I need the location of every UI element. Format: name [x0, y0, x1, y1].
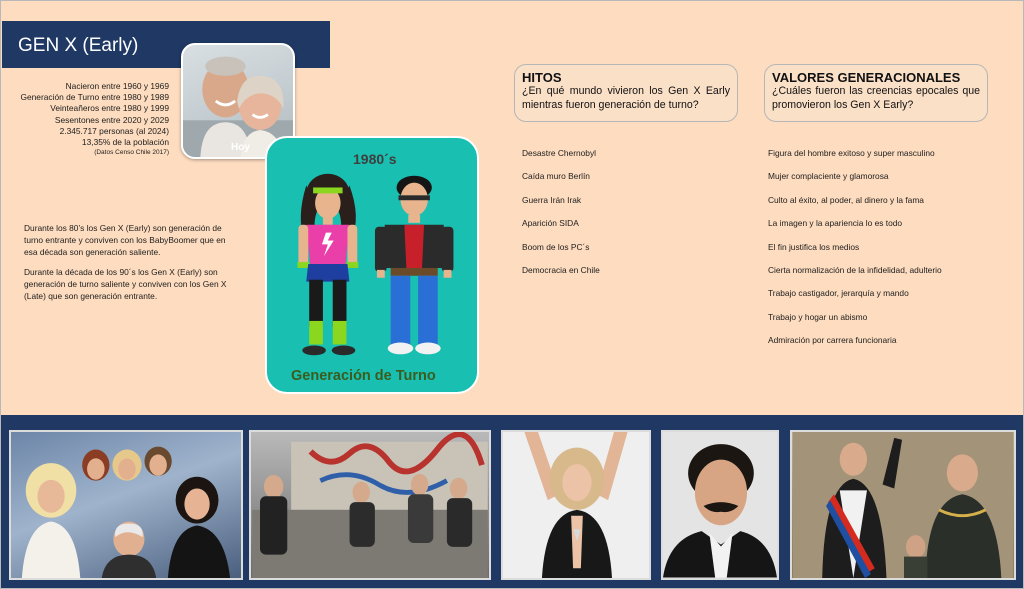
- paragraph-90s: Durante la década de los 90´s los Gen X (Early) son generación de turno saliente y conviven con los Gen X (Late) que son generación entrante.: [24, 267, 227, 301]
- valores-item: La imagen y la apariencia lo es todo: [768, 218, 903, 229]
- valores-item: Mujer complaciente y glamorosa: [768, 171, 889, 182]
- presidential-illustration: [792, 432, 1014, 578]
- stats-block: [3, 81, 169, 158]
- hitos-item: Democracia en Chile: [522, 264, 600, 275]
- berlin-wall-illustration: [251, 432, 489, 578]
- actor-portrait-illustration: [663, 432, 777, 578]
- valores-heading: VALORES GENERACIONALES: [772, 70, 961, 85]
- hitos-heading: HITOS: [522, 70, 562, 85]
- generation-label: Generación de Turno: [291, 368, 436, 384]
- valores-item: Cierta normalización de la infidelidad, adulterio: [768, 264, 942, 275]
- decade-label: 1980´s: [353, 151, 397, 167]
- paragraph-80s: Durante los 80’s los Gen X (Early) son generación de turno entrante y conviven con los BabyBoomer que en esa década son generación saliente.: [24, 223, 226, 257]
- hitos-item: Aparición SIDA: [522, 218, 579, 229]
- page-title: GEN X (Early): [2, 21, 330, 68]
- berlin-wall-photo: [249, 430, 491, 580]
- valores-item: El fin justifica los medios: [768, 241, 860, 252]
- hitos-item: Caída muro Berlín: [522, 171, 590, 182]
- stat-turn-generation: Generación de Turno entre 1980 y 1989: [20, 92, 169, 103]
- stat-sixties: Sesentones entre 2020 y 2029: [54, 114, 169, 125]
- hitos-question: ¿En qué mundo vivieron los Gen X Early mientras fueron generación de turno?: [522, 85, 730, 111]
- photo-label: Hoy: [231, 142, 250, 153]
- valores-item: Trabajo y hogar un abismo: [768, 311, 868, 322]
- stat-population-share: 13,35% de la población: [81, 137, 169, 148]
- hitos-box: [514, 64, 738, 122]
- valores-question: ¿Cuáles fueron las creencias epocales que promovieron los Gen X Early?: [772, 85, 980, 111]
- eighties-couple-illustration: [267, 138, 477, 392]
- valores-item: Trabajo castigador, jerarquía y mando: [768, 288, 909, 299]
- actor-portrait-photo: [661, 430, 779, 580]
- hitos-item: Desastre Chernobyl: [522, 148, 597, 158]
- presidential-photo: [790, 430, 1016, 580]
- hitos-item: Boom de los PC´s: [522, 241, 590, 252]
- valores-box: [764, 64, 988, 122]
- hitos-item: Guerra Irán Irak: [522, 194, 582, 205]
- valores-item: Admiración por carrera funcionaria: [768, 335, 897, 346]
- stat-twenties: Veinteañeros entre 1980 y 1999: [50, 103, 169, 114]
- valores-item: Culto al éxito, al poder, al dinero y la fama: [768, 194, 924, 205]
- generation-box: [265, 136, 479, 394]
- valores-item: Figura del hombre exitoso y super masculino: [768, 148, 935, 158]
- hitos-list: [522, 148, 600, 288]
- pop-singer-illustration: [503, 432, 649, 578]
- stats-source: (Datos Censo Chile 2017): [94, 149, 169, 157]
- tv-cast-illustration: [11, 432, 241, 578]
- valores-list: [768, 148, 942, 359]
- stat-population-count: 2.345.717 personas (al 2024): [59, 125, 169, 136]
- pop-singer-photo: [501, 430, 651, 580]
- stat-birth-years: Nacieron entre 1960 y 1969: [65, 81, 169, 91]
- tv-cast-photo: [9, 430, 243, 580]
